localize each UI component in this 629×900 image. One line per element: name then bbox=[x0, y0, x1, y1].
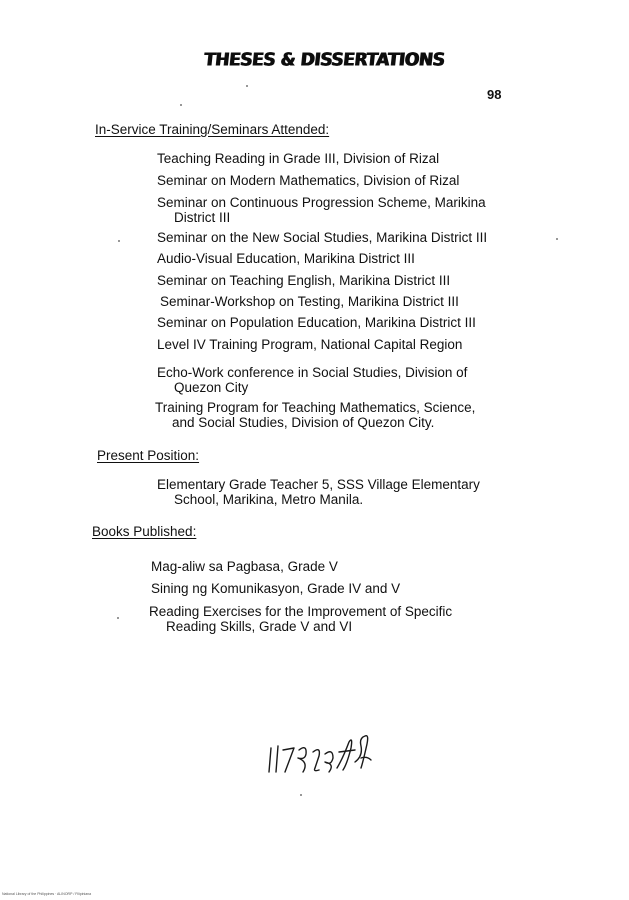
training-item: Level IV Training Program, National Capital Region bbox=[157, 337, 463, 352]
training-item: Seminar on Continuous Progression Scheme, Marikina District III bbox=[157, 195, 486, 225]
position-heading: Present Position: bbox=[97, 448, 200, 463]
scan-speck bbox=[117, 617, 119, 619]
training-item: Echo-Work conference in Social Studies, Division of Quezon City bbox=[157, 365, 468, 395]
scan-speck bbox=[246, 85, 248, 87]
page-number: 98 bbox=[487, 87, 502, 102]
library-stamp bbox=[202, 49, 446, 74]
stamp-text: THESES & DISSERTATIONS bbox=[202, 49, 446, 71]
training-item: Teaching Reading in Grade III, Division of Rizal bbox=[157, 151, 440, 166]
book-item: Reading Exercises for the Improvement of Specific Reading Skills, Grade V and VI bbox=[149, 604, 453, 634]
training-item: Seminar on Modern Mathematics, Division of Rizal bbox=[157, 173, 460, 188]
scan-speck bbox=[180, 104, 182, 106]
training-item: Audio-Visual Education, Marikina District III bbox=[157, 251, 415, 266]
training-heading: In-Service Training/Seminars Attended: bbox=[95, 122, 330, 137]
position-item: Elementary Grade Teacher 5, SSS Village Elementary School, Marikina, Metro Manila. bbox=[157, 477, 480, 507]
training-item: Seminar on Teaching English, Marikina District III bbox=[157, 273, 451, 288]
book-item: Mag-aliw sa Pagbasa, Grade V bbox=[151, 559, 338, 574]
book-item: Sining ng Komunikasyon, Grade IV and V bbox=[151, 581, 401, 596]
scan-footer: National Library of the Philippines · ALINORP / Filipiniana bbox=[2, 892, 92, 896]
handwriting-drawing bbox=[263, 728, 383, 778]
scan-speck bbox=[118, 240, 120, 242]
training-item: Seminar on Population Education, Marikina District III bbox=[157, 315, 476, 330]
handwritten-accession-number bbox=[263, 728, 383, 778]
training-item: Seminar on the New Social Studies, Marikina District III bbox=[157, 230, 488, 245]
training-item: Seminar-Workshop on Testing, Marikina District III bbox=[160, 294, 459, 309]
scan-speck bbox=[300, 794, 302, 796]
books-heading: Books Published: bbox=[92, 524, 197, 539]
scan-speck bbox=[556, 238, 558, 240]
training-item: Training Program for Teaching Mathematics, Science, and Social Studies, Division of Quezon City. bbox=[155, 400, 476, 430]
